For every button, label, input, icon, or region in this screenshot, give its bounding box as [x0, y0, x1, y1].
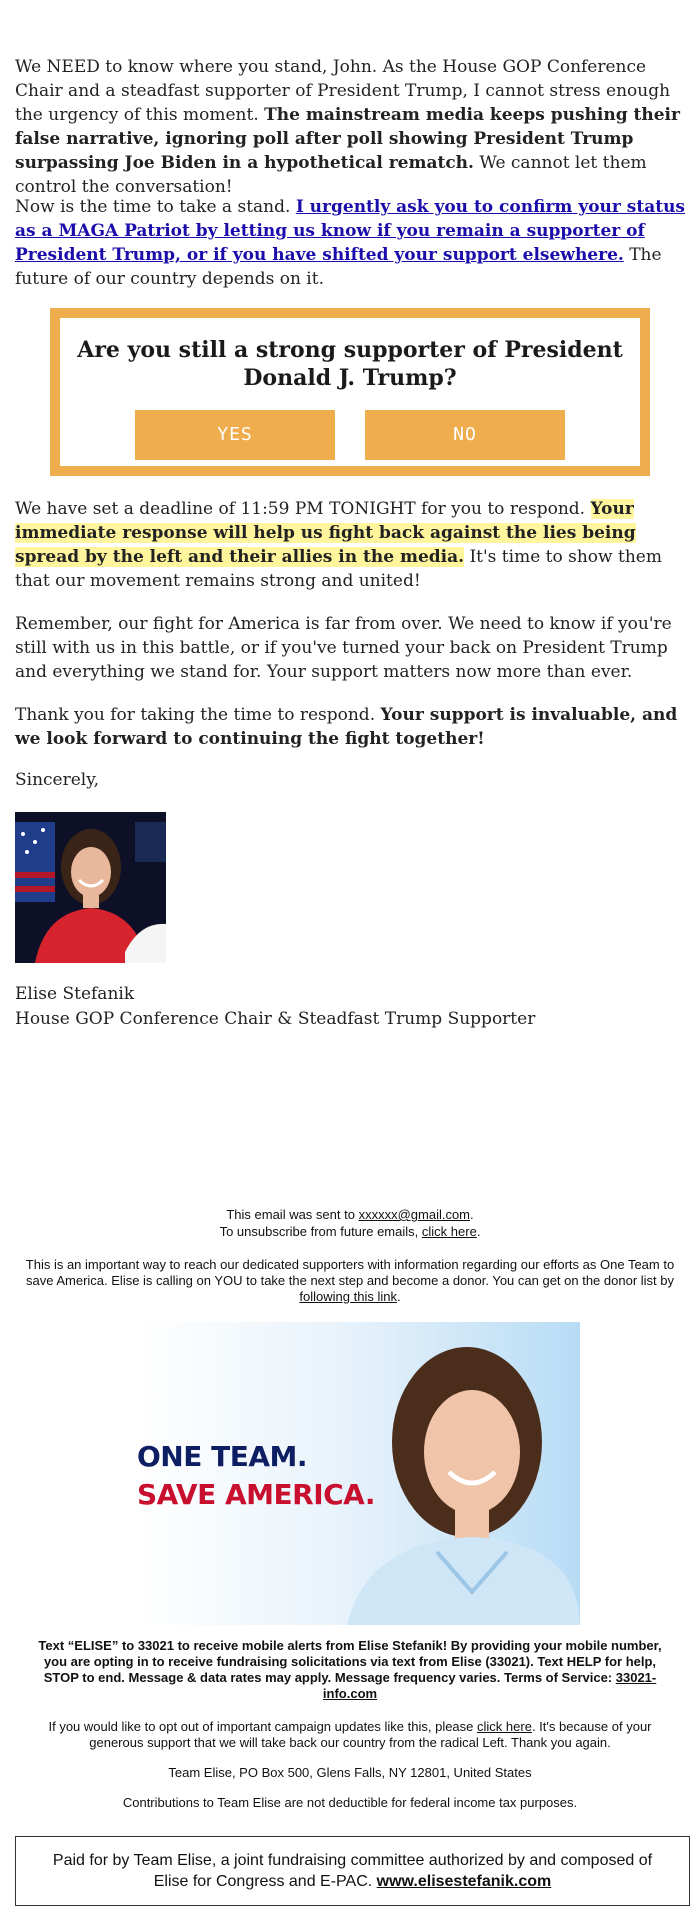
thanks-bold-text: Your support is invaluable, and we look forward to continuing the fight together! [15, 705, 678, 749]
confirm-status-link[interactable]: I urgently ask you to confirm your status as a MAGA Patriot by letting us know if you remain a supporter of President Trump, or if you have shifted your support elsewhere. [15, 197, 686, 265]
portrait-image [15, 812, 166, 963]
signer-portrait [15, 812, 166, 963]
terms-of-service-link[interactable]: 33021-info.com [322, 1670, 657, 1701]
paid-for-by-box [15, 1836, 690, 1906]
sms-disclaimer-text: Text “ELISE” to 33021 to receive mobile alerts from Elise Stefanik! By providing your mobile number, you are opting in to receive fundraising solicitations via text from Elise (33021). Text HELP for help, STOP to end. Message & data rates may apply. Message frequency varies. Terms of Service: [38, 1638, 662, 1685]
sent-notice: This email was sent to xxxxxx@gmail.com. To unsubscribe from future emails, click here. [219, 1207, 481, 1239]
unsubscribe-prefix: To unsubscribe from future emails, [219, 1224, 419, 1239]
mailing-address: Team Elise, PO Box 500, Glens Falls, NY 12801, United States [168, 1765, 532, 1780]
deadline-text: We have set a deadline of 11:59 PM TONIGHT for you to respond. [15, 499, 586, 519]
intro-closing-text: We cannot let them control the conversation! [15, 153, 647, 197]
signer-name: Elise Stefanik [15, 984, 135, 1004]
optout-prefix: If you would like to opt out of important campaign updates like this, please [48, 1719, 474, 1734]
banner-photo [137, 1322, 580, 1625]
intro-bold-text: The mainstream media keeps pushing their false narrative, ignoring poll after poll showing President Trump surpassing Joe Biden in a hypothetical rematch. [15, 105, 680, 173]
reminder-paragraph: Remember, our fight for America is far from over. We need to know if you're still with us in this battle, or if you've turned your back on President Trump and everything we stand for. Your support matters now more than ever. [15, 614, 672, 682]
intro-text: We NEED to know where you stand, John. As the House GOP Conference Chair and a steadfast supporter of President Trump, I cannot stress enough the urgency of this moment. [15, 57, 671, 125]
signer-title: House GOP Conference Chair & Steadfast Trump Supporter [15, 1009, 536, 1029]
campaign-website-link[interactable]: www.elisestefanik.com [376, 1873, 552, 1890]
thanks-text: Thank you for taking the time to respond. [15, 705, 376, 725]
optout-link[interactable]: click here [477, 1719, 532, 1734]
poll-question: Are you still a strong supporter of President Donald J. Trump? [77, 337, 623, 391]
poll-box [50, 308, 650, 476]
sms-disclaimer [35, 1638, 665, 1702]
call-to-action-paragraph [15, 195, 687, 291]
optout-suffix: . It's because of your generous support that we will take back our country from the radical Left. Thank you again. [89, 1719, 652, 1750]
yes-button[interactable]: YES [135, 410, 335, 460]
donor-notice-text: This is an important way to reach our dedicated supporters with information regarding our efforts as One Team to save America. Elise is calling on YOU to take the next step and become a donor. You can get on the donor list by [25, 1257, 675, 1288]
recipient-email-link[interactable]: xxxxxx@gmail.com [358, 1207, 471, 1222]
no-button[interactable]: NO [365, 410, 565, 460]
thanks-paragraph [15, 703, 687, 751]
banner-headline-one-team: ONE TEAM. [137, 1440, 308, 1473]
one-team-banner[interactable] [137, 1322, 580, 1625]
cta-closing-text: The future of our country depends on it. [15, 245, 662, 289]
unsubscribe-link[interactable]: click here [421, 1224, 477, 1239]
closing-salutation: Sincerely, [15, 770, 99, 790]
cta-lead-text: Now is the time to take a stand. [15, 197, 291, 217]
banner-headline-save-america: SAVE AMERICA. [137, 1478, 375, 1511]
donor-notice: This is an important way to reach our dedicated supporters with information regarding our efforts as One Team to save America. Elise is calling on YOU to take the next step and become a donor. You can get on the donor list by following this link. [25, 1257, 675, 1304]
tax-disclaimer: Contributions to Team Elise are not deductible for federal income tax purposes. [122, 1795, 578, 1810]
deadline-closing-text: It's time to show them that our movement remains strong and united! [15, 547, 662, 591]
intro-paragraph [15, 55, 687, 199]
deadline-paragraph [15, 497, 687, 593]
highlighted-text: Your immediate response will help us fight back against the lies being spread by the left and their allies in the media. [15, 499, 636, 567]
paid-for-by-text: Paid for by Team Elise, a joint fundraising committee authorized by and composed of Elise for Congress and E-PAC. [52, 1852, 653, 1890]
optout-notice [20, 1719, 680, 1751]
donor-list-link[interactable]: following this link [299, 1289, 397, 1304]
sent-prefix: This email was sent to [226, 1207, 355, 1222]
